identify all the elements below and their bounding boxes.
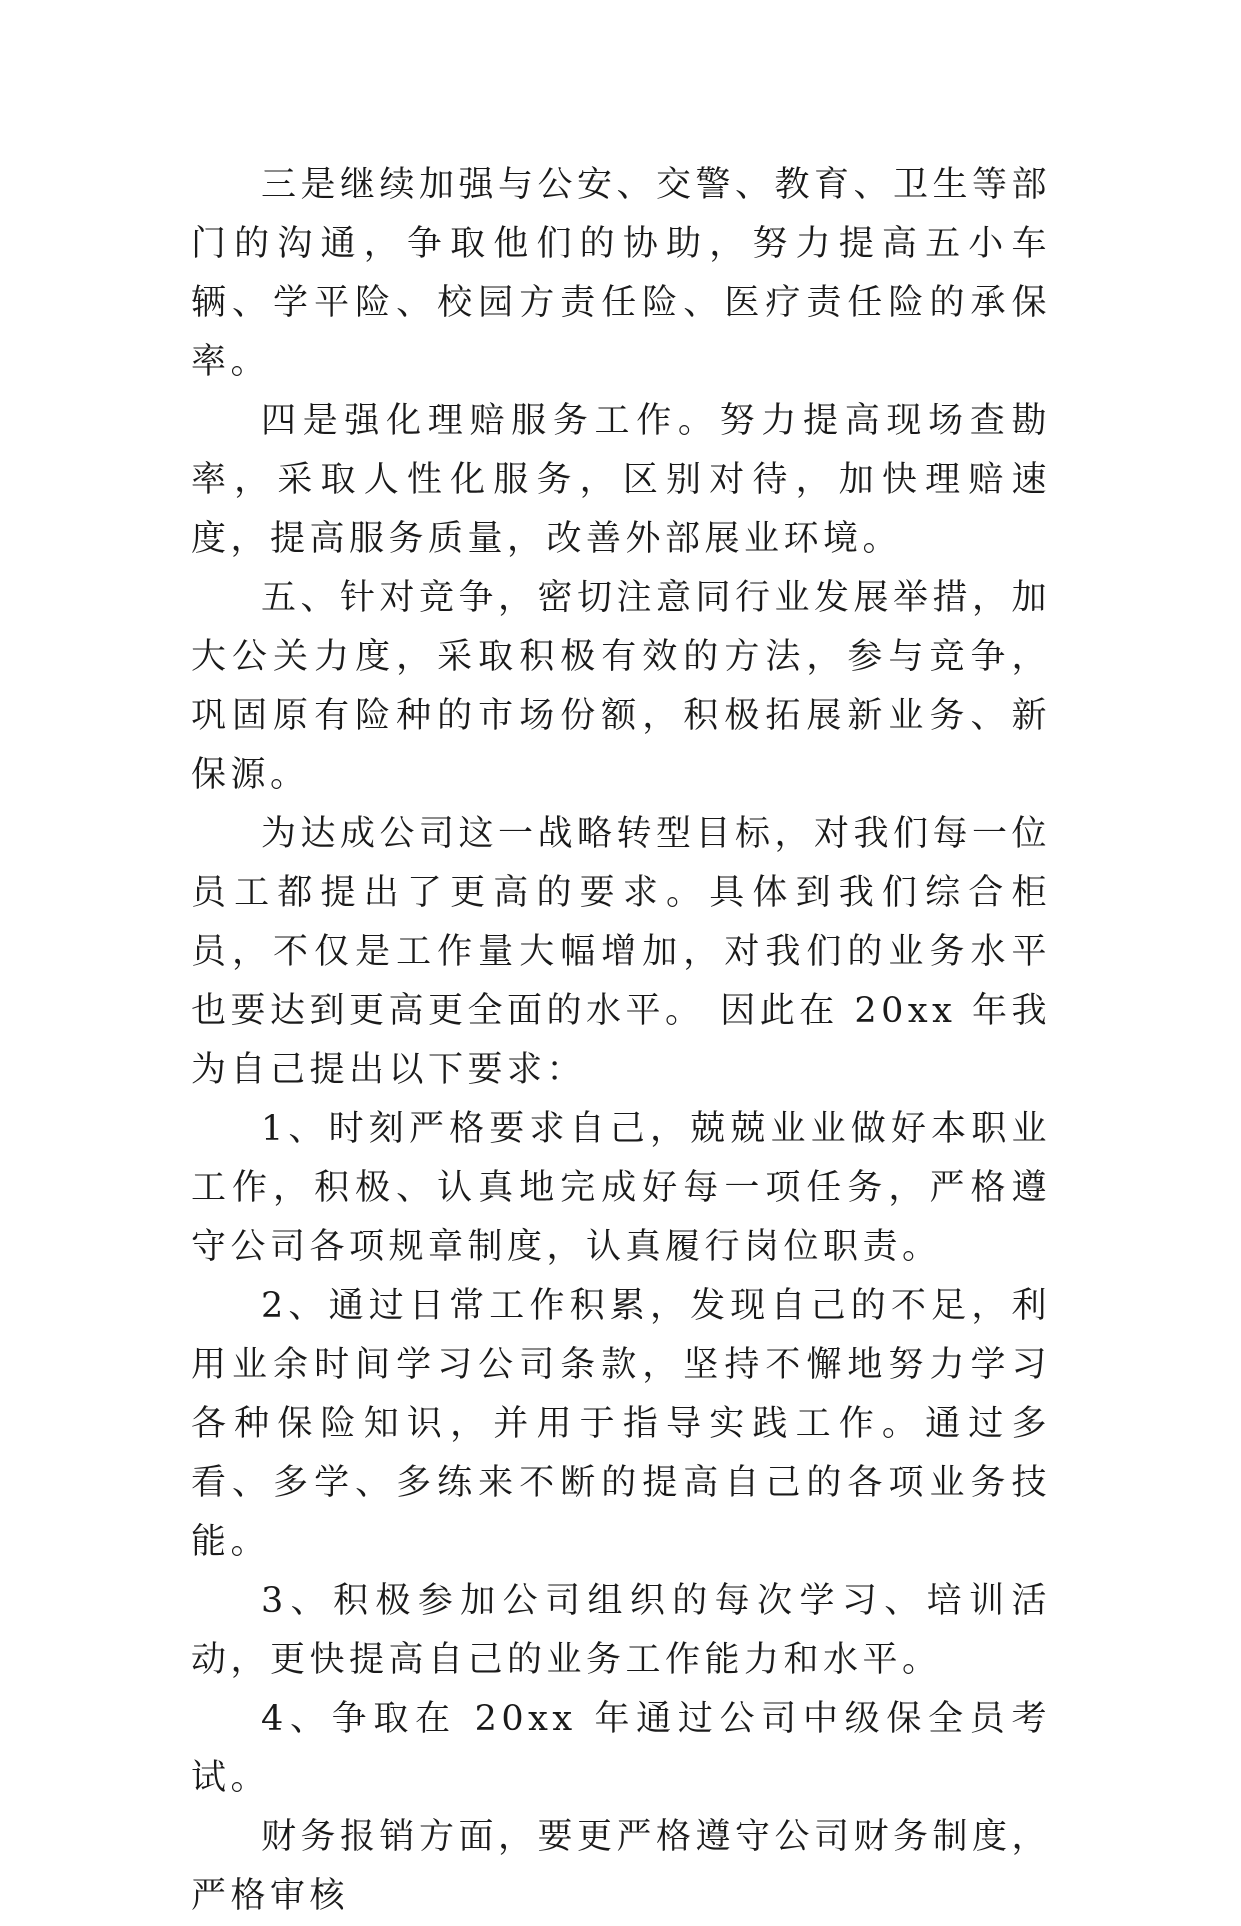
document-body [191, 156, 1051, 1926]
paragraph-3: 五、针对竞争，密切注意同行业发展举措，加大公关力度，采取积极有效的方法，参与竞争，巩固原有险种的市场份额，积极拓展新业务、新保源。 [191, 578, 1052, 795]
paragraph-1: 三是继续加强与公安、交警、教育、卫生等部门的沟通，争取他们的协助，努力提高五小车辆、学平险、校园方责任险、医疗责任险的承保率。 [191, 165, 1052, 382]
paragraph-5: 1、时刻严格要求自己，兢兢业业做好本职业工作，积极、认真地完成好每一项任务，严格遵守公司各项规章制度，认真履行岗位职责。 [191, 1109, 1051, 1267]
paragraph-2: 四是强化理赔服务工作。努力提高现场查勘率，采取人性化服务，区别对待，加快理赔速度，提高服务质量，改善外部展业环境。 [191, 401, 1051, 559]
paragraph-9: 财务报销方面，要更严格遵守公司财务制度，严格审核 [191, 1817, 1052, 1916]
paragraph-4: 为达成公司这一战略转型目标，对我们每一位员工都提出了更高的要求。具体到我们综合柜员，不仅是工作量大幅增加，对我们的业务水平也要达到更高更全面的水平。 因此在 20xx 年我为自己提出以下要求： [191, 814, 1052, 1090]
paragraph-7: 3、积极参加公司组织的每次学习、培训活动，更快提高自己的业务工作能力和水平。 [191, 1581, 1051, 1680]
paragraph-8: 4、争取在 20xx 年通过公司中级保全员考试。 [191, 1699, 1051, 1798]
paragraph-6: 2、通过日常工作积累，发现自己的不足，利用业余时间学习公司条款，坚持不懈地努力学习各种保险知识，并用于指导实践工作。通过多看、多学、多练来不断的提高自己的各项业务技能。 [191, 1286, 1051, 1562]
